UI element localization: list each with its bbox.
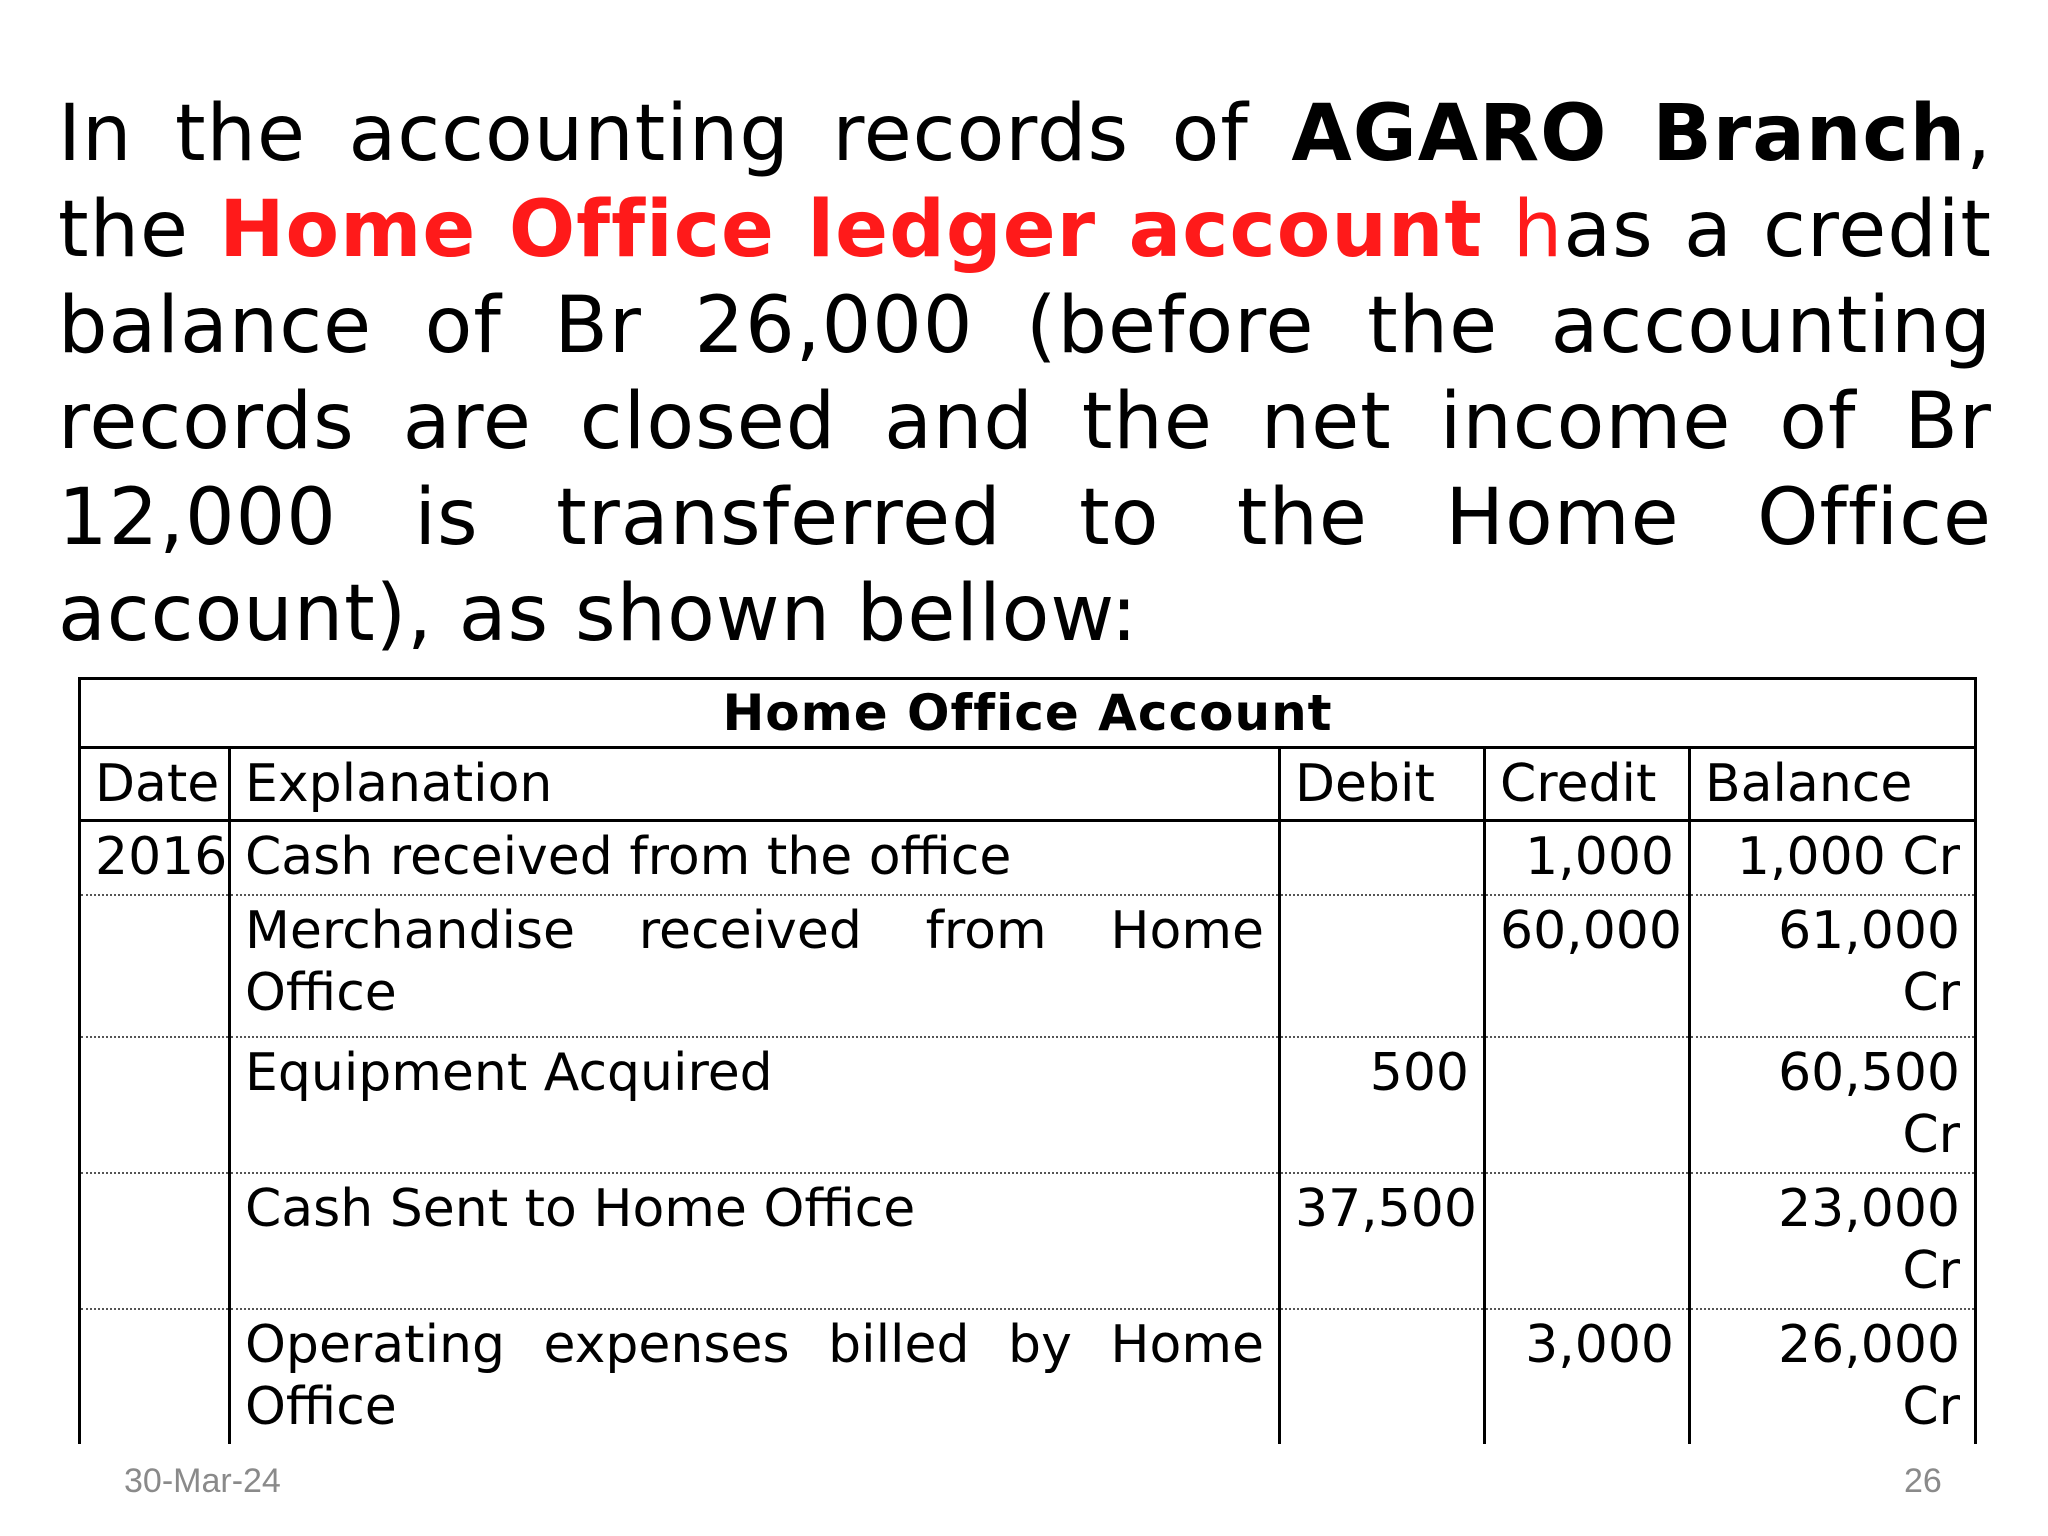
- row-balance: 26,000 Cr: [1690, 1309, 1976, 1444]
- row-credit: 60,000: [1485, 895, 1690, 1037]
- footer-date: 30-Mar-24: [124, 1462, 281, 1500]
- home-office-ledger-table: [78, 677, 1977, 1444]
- row-debit: 37,500: [1280, 1173, 1485, 1309]
- row-explanation: Cash Sent to Home Office: [230, 1173, 1280, 1309]
- table-row: [80, 1309, 1976, 1444]
- row-date: [80, 1309, 230, 1444]
- intro-space: [1483, 185, 1513, 275]
- row-balance: 61,000 Cr: [1690, 895, 1976, 1037]
- row-balance: 1,000 Cr: [1690, 821, 1976, 896]
- row-explanation: Cash received from the office: [230, 821, 1280, 896]
- intro-text-3: as a credit balance of Br 26,000 (before the accounting records are closed and the net income of Br 12,000 is transferred to the Home Office account), as shown bellow:: [58, 185, 1992, 659]
- intro-text-2: , the: [58, 89, 1992, 275]
- row-date: [80, 1173, 230, 1309]
- row-credit: 3,000: [1485, 1309, 1690, 1444]
- row-credit: 1,000: [1485, 821, 1690, 896]
- table-row: [80, 821, 1976, 896]
- header-balance: Balance: [1690, 748, 1976, 821]
- row-debit: [1280, 1309, 1485, 1444]
- header-credit: Credit: [1485, 748, 1690, 821]
- table-row: [80, 895, 1976, 1037]
- branch-name: AGARO Branch: [1291, 89, 1967, 179]
- highlight-letter: h: [1512, 185, 1564, 275]
- row-date: 2016: [80, 821, 230, 896]
- row-balance: 60,500 Cr: [1690, 1037, 1976, 1173]
- row-credit: [1485, 1173, 1690, 1309]
- row-debit: [1280, 821, 1485, 896]
- page-number: 26: [1904, 1462, 1942, 1500]
- row-balance: 23,000 Cr: [1690, 1173, 1976, 1309]
- table-row: [80, 1037, 1976, 1173]
- header-explanation: Explanation: [230, 748, 1280, 821]
- row-date: [80, 895, 230, 1037]
- ledger-title: Home Office Account: [80, 679, 1976, 748]
- header-debit: Debit: [1280, 748, 1485, 821]
- intro-text-1: In the accounting records of: [58, 89, 1292, 179]
- account-highlight: Home Office ledger account: [219, 185, 1483, 275]
- header-date: Date: [80, 748, 230, 821]
- row-credit: [1485, 1037, 1690, 1173]
- row-date: [80, 1037, 230, 1173]
- row-explanation: Operating expenses billed by Home Office: [230, 1309, 1280, 1444]
- intro-paragraph: [58, 86, 1992, 662]
- row-explanation: Equipment Acquired: [230, 1037, 1280, 1173]
- row-explanation: Merchandise received from Home Office: [230, 895, 1280, 1037]
- table-row: [80, 1173, 1976, 1309]
- row-debit: [1280, 895, 1485, 1037]
- row-debit: 500: [1280, 1037, 1485, 1173]
